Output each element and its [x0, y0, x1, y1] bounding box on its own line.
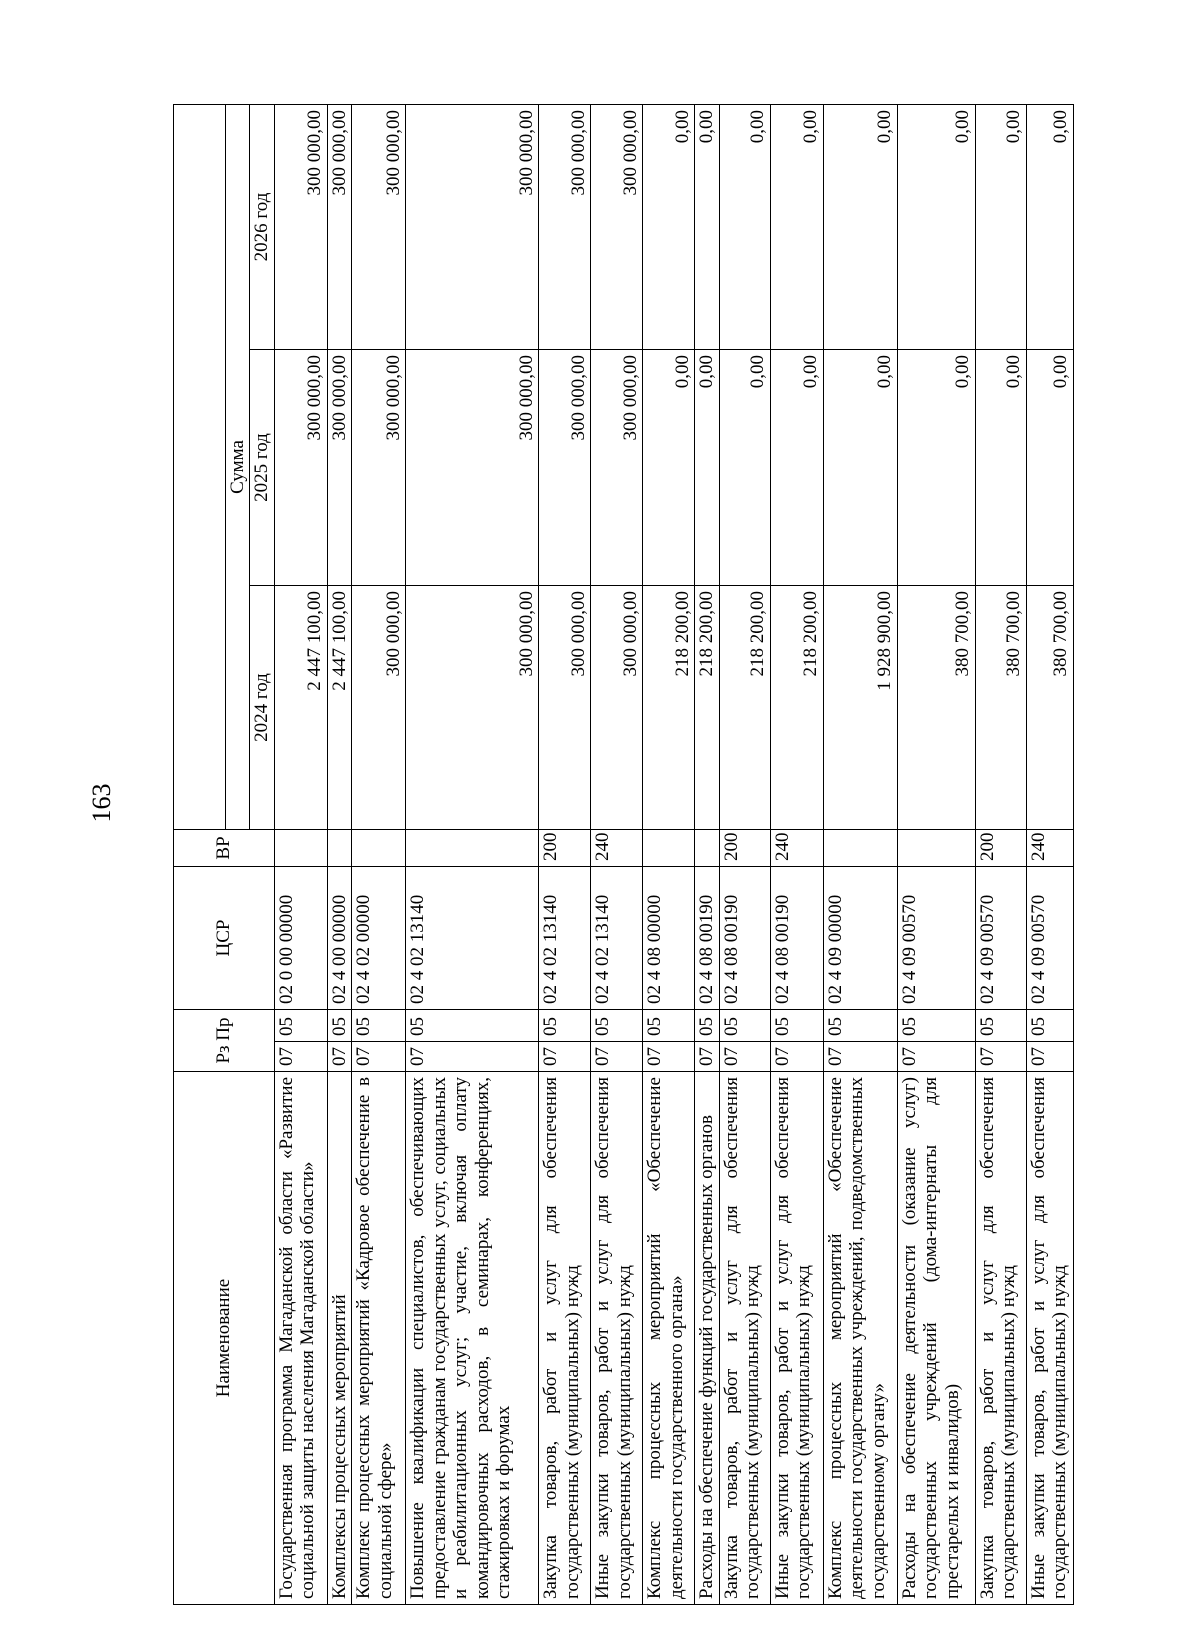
table-row	[823, 104, 897, 1604]
row-vr	[406, 829, 539, 866]
table-row	[770, 104, 823, 1604]
row-pr: 05	[695, 1009, 719, 1041]
row-amount-2024: 300 000,00	[539, 585, 591, 829]
row-amount-2025: 0,00	[643, 349, 695, 585]
row-rz: 07	[591, 1042, 643, 1072]
row-vr: 240	[770, 829, 823, 866]
row-pr: 05	[897, 1009, 975, 1041]
row-name: Закупка товаров, работ и услуг для обеспечения государственных (муниципальных) нужд	[975, 1072, 1026, 1605]
row-name: Комплекс процессных мероприятий «Обеспечение деятельности государственного органа»	[643, 1072, 695, 1605]
row-vr	[823, 829, 897, 866]
row-rz: 07	[770, 1042, 823, 1072]
row-pr: 05	[643, 1009, 695, 1041]
table-body	[174, 104, 1074, 1604]
row-name: Комплексы процессных мероприятий	[327, 1072, 351, 1605]
column-header-name: Наименование	[174, 1072, 275, 1605]
row-csr: 02 4 02 13140	[539, 866, 591, 1009]
table-row	[274, 104, 327, 1604]
table-row	[539, 104, 591, 1604]
row-amount-2024: 2 447 100,00	[327, 585, 351, 829]
row-name: Иные закупки товаров, работ и услуг для обеспечения государственных (муниципальных) нужд	[1026, 1072, 1073, 1605]
column-header-2024: 2024 год	[250, 585, 274, 829]
table-row	[719, 104, 770, 1604]
row-amount-2025: 0,00	[975, 349, 1026, 585]
row-vr: 200	[975, 829, 1026, 866]
row-rz: 07	[274, 1042, 327, 1072]
row-amount-2024: 380 700,00	[897, 585, 975, 829]
row-pr: 05	[539, 1009, 591, 1041]
row-amount-2026: 300 000,00	[352, 104, 406, 349]
row-name: Расходы на обеспечение деятельности (оказание услуг) государственных учреждений (дома-интернаты для престарелых и инвалидов)	[897, 1072, 975, 1605]
header-spacer	[174, 104, 226, 829]
row-vr: 200	[539, 829, 591, 866]
budget-table	[173, 104, 1074, 1605]
row-name: Иные закупки товаров, работ и услуг для обеспечения государственных (муниципальных) нужд	[591, 1072, 643, 1605]
row-vr	[643, 829, 695, 866]
column-header-vr: ВР	[174, 829, 275, 866]
table-row	[352, 104, 406, 1604]
row-amount-2024: 1 928 900,00	[823, 585, 897, 829]
row-csr: 02 4 08 00190	[695, 866, 719, 1009]
row-rz: 07	[539, 1042, 591, 1072]
row-amount-2025: 0,00	[897, 349, 975, 585]
row-rz: 07	[352, 1042, 406, 1072]
row-amount-2026: 0,00	[975, 104, 1026, 349]
row-amount-2025: 0,00	[695, 349, 719, 585]
row-csr: 02 0 00 00000	[274, 866, 327, 1009]
row-amount-2026: 0,00	[823, 104, 897, 349]
row-vr	[352, 829, 406, 866]
row-amount-2026: 300 000,00	[274, 104, 327, 349]
row-amount-2025: 0,00	[823, 349, 897, 585]
row-rz: 07	[719, 1042, 770, 1072]
table-row	[1026, 104, 1073, 1604]
row-pr: 05	[352, 1009, 406, 1041]
row-amount-2026: 0,00	[643, 104, 695, 349]
row-amount-2025: 0,00	[1026, 349, 1073, 585]
row-pr: 05	[406, 1009, 539, 1041]
row-pr: 05	[274, 1009, 327, 1041]
row-vr: 240	[1026, 829, 1073, 866]
table-row	[406, 104, 539, 1604]
row-vr	[695, 829, 719, 866]
row-name: Государственная программа Магаданской области «Развитие социальной защиты населения Магаданской области»	[274, 1072, 327, 1605]
row-amount-2026: 0,00	[897, 104, 975, 349]
row-rz: 07	[975, 1042, 1026, 1072]
row-amount-2025: 300 000,00	[406, 349, 539, 585]
budget-table-container	[173, 105, 1072, 1605]
column-header-sum: Сумма	[226, 104, 250, 829]
row-amount-2026: 300 000,00	[406, 104, 539, 349]
row-pr: 05	[770, 1009, 823, 1041]
row-csr: 02 4 08 00000	[643, 866, 695, 1009]
table-row	[975, 104, 1026, 1604]
table-row	[327, 104, 351, 1604]
row-rz: 07	[1026, 1042, 1073, 1072]
row-amount-2024: 380 700,00	[1026, 585, 1073, 829]
row-rz: 07	[823, 1042, 897, 1072]
row-rz: 07	[406, 1042, 539, 1072]
row-name: Закупка товаров, работ и услуг для обеспечения государственных (муниципальных) нужд	[719, 1072, 770, 1605]
row-amount-2025: 0,00	[770, 349, 823, 585]
row-amount-2026: 300 000,00	[591, 104, 643, 349]
row-vr	[897, 829, 975, 866]
row-vr: 200	[719, 829, 770, 866]
row-csr: 02 4 09 00000	[823, 866, 897, 1009]
row-name: Комплекс процессных мероприятий «Кадровое обеспечение в социальной сфере»	[352, 1072, 406, 1605]
row-csr: 02 4 08 00190	[719, 866, 770, 1009]
row-amount-2025: 300 000,00	[591, 349, 643, 585]
table-row	[695, 104, 719, 1604]
row-amount-2025: 300 000,00	[539, 349, 591, 585]
row-pr: 05	[719, 1009, 770, 1041]
row-amount-2024: 2 447 100,00	[274, 585, 327, 829]
row-amount-2025: 300 000,00	[352, 349, 406, 585]
row-amount-2025: 0,00	[719, 349, 770, 585]
row-csr: 02 4 02 00000	[352, 866, 406, 1009]
table-row	[897, 104, 975, 1604]
row-vr	[274, 829, 327, 866]
page-number: 163	[87, 783, 116, 823]
row-rz: 07	[695, 1042, 719, 1072]
row-rz: 07	[643, 1042, 695, 1072]
row-name: Расходы на обеспечение функций государственных органов	[695, 1072, 719, 1605]
row-amount-2024: 218 200,00	[770, 585, 823, 829]
row-name: Повышение квалификации специалистов, обеспечивающих предоставление гражданам государственных услуг, социальных и реабилитационных услуг; участие, включая оплату командировочных расходов, в семинарах, конференциях, стажировках и форумах	[406, 1072, 539, 1605]
row-amount-2026: 0,00	[1026, 104, 1073, 349]
row-csr: 02 4 09 00570	[975, 866, 1026, 1009]
row-csr: 02 4 09 00570	[897, 866, 975, 1009]
row-name: Иные закупки товаров, работ и услуг для обеспечения государственных (муниципальных) нужд	[770, 1072, 823, 1605]
row-amount-2024: 218 200,00	[695, 585, 719, 829]
column-header-2025: 2025 год	[250, 349, 274, 585]
row-amount-2024: 300 000,00	[352, 585, 406, 829]
row-amount-2024: 218 200,00	[643, 585, 695, 829]
row-csr: 02 4 02 13140	[406, 866, 539, 1009]
table-row	[643, 104, 695, 1604]
row-pr: 05	[823, 1009, 897, 1041]
row-amount-2026: 0,00	[719, 104, 770, 349]
row-rz: 07	[327, 1042, 351, 1072]
row-csr: 02 4 00 00000	[327, 866, 351, 1009]
row-amount-2024: 300 000,00	[406, 585, 539, 829]
row-amount-2026: 300 000,00	[327, 104, 351, 349]
row-csr: 02 4 02 13140	[591, 866, 643, 1009]
row-rz: 07	[897, 1042, 975, 1072]
row-csr: 02 4 09 00570	[1026, 866, 1073, 1009]
row-amount-2024: 300 000,00	[591, 585, 643, 829]
header-row-top	[174, 104, 226, 1604]
row-amount-2026: 0,00	[695, 104, 719, 349]
column-header-2026: 2026 год	[250, 104, 274, 349]
column-header-rz-pr: Рз Пр	[174, 1009, 275, 1071]
row-pr: 05	[591, 1009, 643, 1041]
column-header-csr: ЦСР	[174, 866, 275, 1009]
row-amount-2026: 300 000,00	[539, 104, 591, 349]
row-amount-2025: 300 000,00	[327, 349, 351, 585]
row-pr: 05	[327, 1009, 351, 1041]
row-amount-2024: 380 700,00	[975, 585, 1026, 829]
row-pr: 05	[975, 1009, 1026, 1041]
row-name: Комплекс процессных мероприятий «Обеспечение деятельности государственных учреждений, подведомственных государственному органу»	[823, 1072, 897, 1605]
row-pr: 05	[1026, 1009, 1073, 1041]
row-vr: 240	[591, 829, 643, 866]
table-row	[591, 104, 643, 1604]
row-csr: 02 4 08 00190	[770, 866, 823, 1009]
row-vr	[327, 829, 351, 866]
row-amount-2024: 218 200,00	[719, 585, 770, 829]
row-amount-2026: 0,00	[770, 104, 823, 349]
row-name: Закупка товаров, работ и услуг для обеспечения государственных (муниципальных) нужд	[539, 1072, 591, 1605]
row-amount-2025: 300 000,00	[274, 349, 327, 585]
